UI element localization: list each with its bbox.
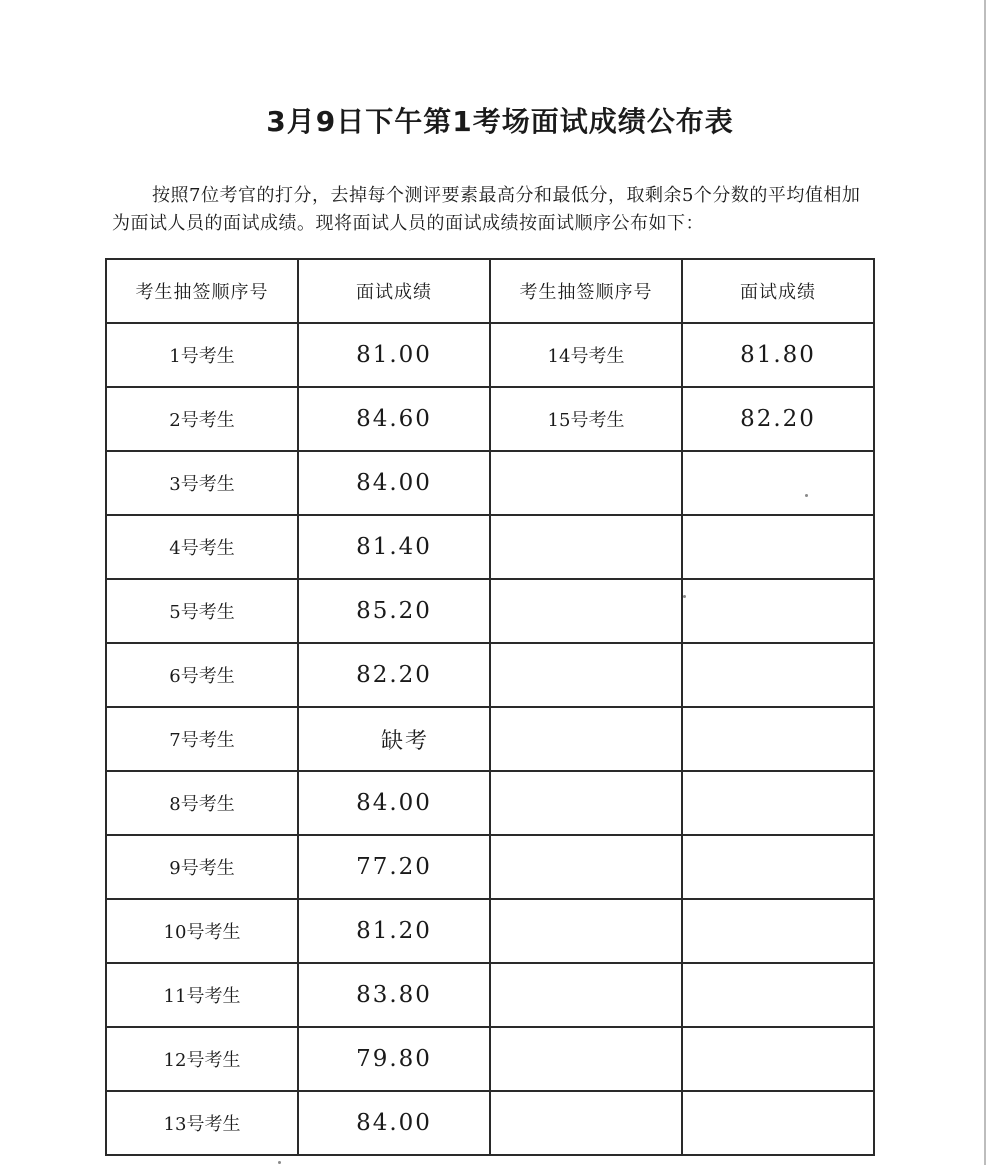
table-row (106, 387, 874, 451)
score-cell: 81.20 (298, 899, 490, 963)
header-candidate-order: 考生抽签顺序号 (490, 259, 682, 323)
scan-page-edge (984, 0, 986, 1165)
candidate-cell: 15号考生 (490, 387, 682, 451)
candidate-cell (490, 707, 682, 771)
scan-speck (805, 494, 808, 497)
score-cell (682, 515, 874, 579)
candidate-cell: 5号考生 (106, 579, 298, 643)
candidate-cell (490, 1091, 682, 1155)
table-row (106, 579, 874, 643)
table-row (106, 963, 874, 1027)
candidate-cell: 6号考生 (106, 643, 298, 707)
intro-paragraph: 按照7位考官的打分，去掉每个测评要素最高分和最低分，取剩余5个分数的平均值相加为面试人员的面试成绩。现将面试人员的面试成绩按面试顺序公布如下： (112, 185, 861, 234)
score-cell: 82.20 (298, 643, 490, 707)
table-row (106, 771, 874, 835)
table-row (106, 323, 874, 387)
candidate-cell: 8号考生 (106, 771, 298, 835)
header-interview-score: 面试成绩 (298, 259, 490, 323)
table-row (106, 707, 874, 771)
score-cell: 84.00 (298, 1091, 490, 1155)
table-body (106, 323, 874, 1155)
score-cell (682, 963, 874, 1027)
document-title: 3月9日下午第1考场面试成绩公布表 (266, 105, 734, 138)
candidate-cell (490, 899, 682, 963)
candidate-cell (490, 1027, 682, 1091)
candidate-cell: 11号考生 (106, 963, 298, 1027)
candidate-cell: 12号考生 (106, 1027, 298, 1091)
scan-speck (683, 595, 686, 598)
candidate-cell: 9号考生 (106, 835, 298, 899)
score-cell (682, 579, 874, 643)
candidate-cell: 14号考生 (490, 323, 682, 387)
score-cell: 84.60 (298, 387, 490, 451)
candidate-cell: 1号考生 (106, 323, 298, 387)
score-cell: 81.80 (682, 323, 874, 387)
score-cell (682, 1091, 874, 1155)
candidate-cell (490, 835, 682, 899)
score-cell: 83.80 (298, 963, 490, 1027)
score-cell: 77.20 (298, 835, 490, 899)
score-cell (682, 771, 874, 835)
candidate-cell (490, 643, 682, 707)
table-row (106, 451, 874, 515)
score-cell: 84.00 (298, 451, 490, 515)
candidate-cell: 3号考生 (106, 451, 298, 515)
header-candidate-order: 考生抽签顺序号 (106, 259, 298, 323)
candidate-cell (490, 771, 682, 835)
candidate-cell: 4号考生 (106, 515, 298, 579)
scores-table (105, 258, 875, 1156)
table-row (106, 1027, 874, 1091)
candidate-cell (490, 579, 682, 643)
candidate-cell: 7号考生 (106, 707, 298, 771)
score-cell: 81.40 (298, 515, 490, 579)
candidate-cell: 13号考生 (106, 1091, 298, 1155)
score-cell: 81.00 (298, 323, 490, 387)
table-row (106, 1091, 874, 1155)
score-cell: 79.80 (298, 1027, 490, 1091)
score-cell (682, 899, 874, 963)
score-cell (682, 451, 874, 515)
score-cell: 82.20 (682, 387, 874, 451)
candidate-cell (490, 451, 682, 515)
score-cell: 84.00 (298, 771, 490, 835)
header-interview-score: 面试成绩 (682, 259, 874, 323)
candidate-cell: 2号考生 (106, 387, 298, 451)
scan-speck (278, 1161, 281, 1164)
score-cell (682, 643, 874, 707)
score-cell (682, 1027, 874, 1091)
score-cell (682, 835, 874, 899)
table-row (106, 899, 874, 963)
score-cell: 85.20 (298, 579, 490, 643)
table-row (106, 835, 874, 899)
candidate-cell: 10号考生 (106, 899, 298, 963)
candidate-cell (490, 963, 682, 1027)
score-cell: 缺考 (298, 707, 490, 771)
table-row (106, 515, 874, 579)
score-cell (682, 707, 874, 771)
table-header-row (106, 259, 874, 323)
table-row (106, 643, 874, 707)
candidate-cell (490, 515, 682, 579)
